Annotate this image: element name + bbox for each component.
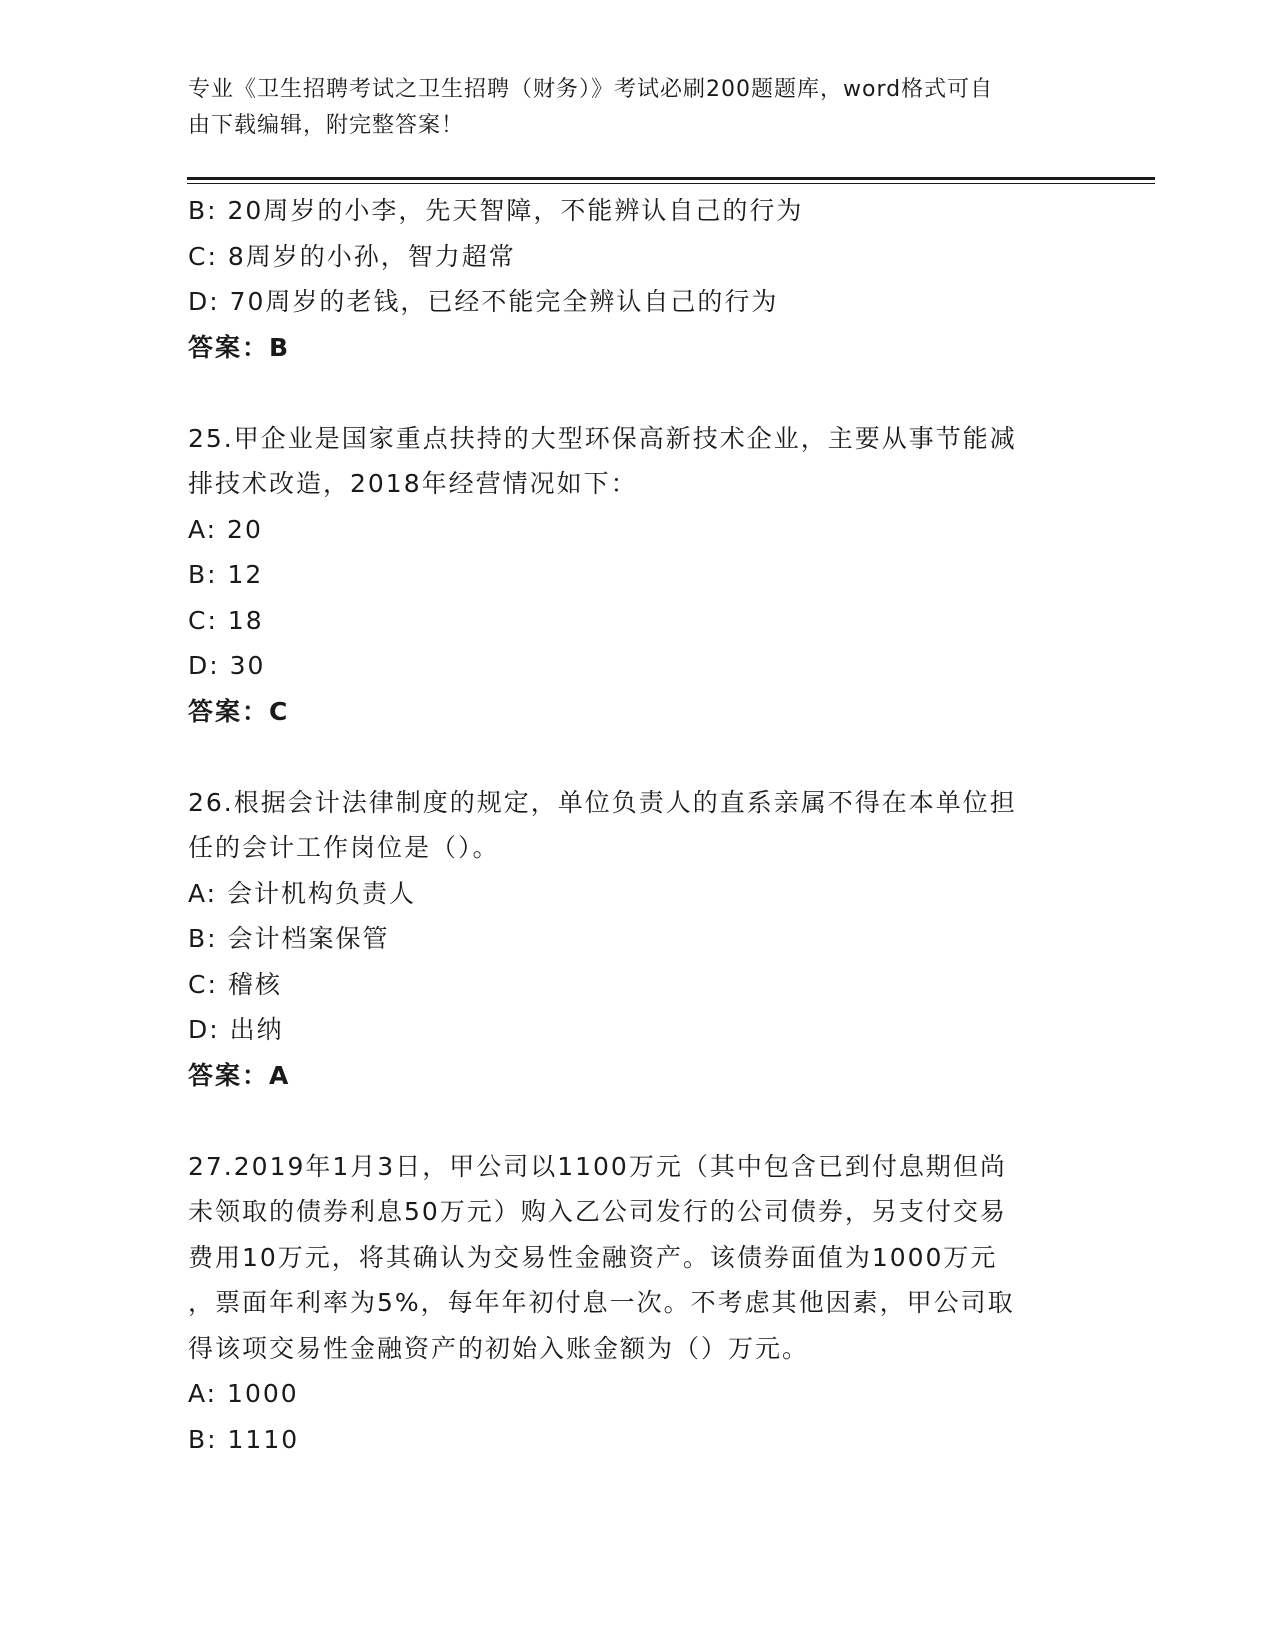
spacer [188, 370, 1068, 416]
q26-option-d: D: 出纳 [188, 1015, 284, 1044]
question-27 [188, 1144, 1068, 1463]
q25-stem-line-2: 排技术改造，2018年经营情况如下： [188, 469, 638, 498]
q27-option-b: B: 1110 [188, 1424, 300, 1454]
q24-answer: 答案：B [188, 332, 291, 362]
q24-option-b: B: 20周岁的小李，先天智障，不能辨认自己的行为 [188, 196, 804, 225]
q25-option-c: C: 18 [188, 605, 264, 635]
q25-option-a: A: 20 [188, 514, 263, 544]
q27-stem-line-2: 未领取的债券利息50万元）购入乙公司发行的公司债券，另支付交易 [188, 1197, 1007, 1226]
question-26 [188, 780, 1068, 1099]
q26-option-a: A: 会计机构负责人 [188, 878, 417, 908]
q27-stem-line-1: 27.2019年1月3日，甲公司以1100万元（其中包含已到付息期但尚 [188, 1151, 1007, 1181]
q25-answer: 答案：C [188, 696, 290, 726]
header-line-1: 专业《卫生招聘考试之卫生招聘（财务）》考试必刷200题题库，word格式可自 [188, 77, 994, 102]
q27-stem-line-4: ，票面年利率为5%，每年年初付息一次。不考虑其他因素，甲公司取 [188, 1288, 1015, 1317]
question-25 [188, 416, 1068, 735]
header-rule-thick [187, 177, 1155, 180]
q27-stem-line-3: 费用10万元，将其确认为交易性金融资产。该债券面值为1000万元 [188, 1242, 998, 1272]
question-24-tail [188, 188, 1068, 370]
q24-option-d: D: 70周岁的老钱，已经不能完全辨认自己的行为 [188, 287, 779, 316]
header-line-2: 由下载编辑，附完整答案！ [188, 113, 465, 138]
q25-option-b: B: 12 [188, 560, 264, 589]
spacer [188, 1098, 1068, 1144]
q26-option-c: C: 稽核 [188, 969, 282, 999]
q26-stem-line-1: 26.根据会计法律制度的规定，单位负责人的直系亲属不得在本单位担 [188, 787, 1017, 817]
q25-option-d: D: 30 [188, 651, 266, 680]
header-rule-thin [187, 183, 1155, 184]
q26-answer: 答案：A [188, 1060, 291, 1090]
q25-stem-line-1: 25.甲企业是国家重点扶持的大型环保高新技术企业，主要从事节能减 [188, 423, 1017, 453]
question-body [188, 188, 1068, 1462]
q24-option-c: C: 8周岁的小孙，智力超常 [188, 241, 516, 271]
q27-stem-line-5: 得该项交易性金融资产的初始入账金额为（）万元。 [188, 1333, 810, 1363]
q26-stem-line-2: 任的会计工作岗位是（）。 [188, 833, 500, 862]
q26-option-b: B: 会计档案保管 [188, 924, 390, 953]
spacer [188, 734, 1068, 780]
q27-option-a: A: 1000 [188, 1379, 299, 1408]
page-header [188, 72, 1068, 144]
